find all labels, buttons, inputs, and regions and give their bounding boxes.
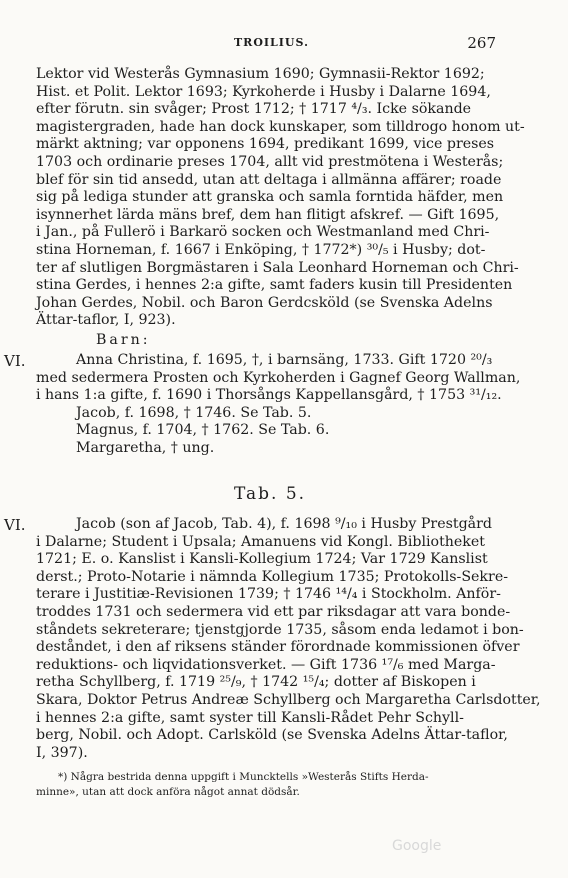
text-line: blef för sin tid ansedd, utan att deltaga i allmänna affärer; roade	[36, 171, 502, 188]
text-line: sig på lediga stunder att granska och samla forntida häfder, men	[36, 189, 504, 206]
generation-numeral: VI.	[4, 516, 26, 534]
biography-paragraph	[36, 66, 525, 330]
text-line: terare i Justitiæ-Revisionen 1739; † 1746 ¹⁴/₄ i Stockholm. Anför-	[36, 586, 501, 603]
text-line: retha Schyllberg, f. 1719 ²⁵/₉, † 1742 ¹⁵/₄; dotter af Biskopen i	[36, 674, 476, 691]
text-line: Ättar-taflor, I, 923).	[36, 312, 176, 329]
text-line: stina Horneman, f. 1667 i Enköping, † 1772*) ³⁰/₅ i Husby; dot-	[36, 241, 486, 258]
text-line: magistergraden, hade han dock kunskaper, som tilldrogo honom ut-	[36, 118, 525, 135]
text-line: derst.; Proto-Notarie i nämnda Kollegium 1735; Protokolls-Sekre-	[36, 568, 509, 585]
footnote-line: *) Några bestrida denna uppgift i Muncktells »Westerås Stifts Herda-	[58, 771, 429, 783]
text-line: med sedermera Prosten och Kyrkoherden i Gagnef Georg Wallman,	[36, 369, 521, 386]
text-line: 1721; E. o. Kanslist i Kansli-Kollegium 1724; Var 1729 Kanslist	[36, 551, 488, 568]
text-line: stina Gerdes, i hennes 2:a gifte, samt faders kusin till Presidenten	[36, 277, 513, 294]
text-line: isynnerhet lärda mäns bref, dem han flitigt afskref. — Gift 1695,	[36, 206, 500, 223]
digitization-watermark: Google	[392, 838, 442, 854]
children-heading: Barn:	[96, 332, 151, 348]
page-number: 267	[467, 34, 496, 52]
text-line: i Dalarne; Student i Upsala; Amanuens vid Kongl. Bibliotheket	[36, 533, 486, 550]
text-line: Skara, Doktor Petrus Andreæ Schyllberg och Margaretha Carlsdotter,	[36, 691, 541, 708]
child-entry: Margaretha, † ung.	[76, 439, 215, 456]
text-line: troddes 1731 och sedermera vid ett par riksdagar att vara bonde-	[36, 603, 511, 620]
text-line: ter af slutligen Borgmästaren i Sala Leonhard Horneman och Chri-	[36, 259, 519, 276]
text-line: deståndet, i den af riksens ständer förordnade kommissionen öfver	[36, 639, 520, 656]
text-line: Jacob (son af Jacob, Tab. 4), f. 1698 ⁹/₁₀ i Husby Prestgård	[76, 516, 492, 532]
child-entry: Anna Christina, f. 1695, †, i barnsäng, 1733. Gift 1720 ²⁰/₃	[76, 352, 493, 368]
text-line: i Jan., på Fullerö i Barkarö socken och Westmanland med Chri-	[36, 224, 490, 241]
generation-numeral: VI.	[4, 352, 26, 370]
text-line: reduktions- och liqvidationsverket. — Gift 1736 ¹⁷/₆ med Marga-	[36, 656, 496, 673]
text-line: berg, Nobil. och Adopt. Carlsköld (se Svenska Adelns Ättar-taflor,	[36, 727, 508, 744]
jacob-biography	[36, 516, 541, 762]
child-entry: Jacob, f. 1698, † 1746. Se Tab. 5.	[76, 404, 312, 421]
children-list	[36, 352, 521, 458]
child-entry: Magnus, f. 1704, † 1762. Se Tab. 6.	[76, 422, 330, 439]
text-line: i hans 1:a gifte, f. 1690 i Thorsångs Kappellansgård, † 1753 ³¹/₁₂.	[36, 387, 502, 404]
footnote	[36, 770, 498, 800]
footnote-line: minne», utan att dock anföra något annat dödsår.	[36, 786, 300, 798]
table-heading: Tab. 5.	[234, 484, 307, 504]
text-line: Lektor vid Westerås Gymnasium 1690; Gymnasii-Rektor 1692;	[36, 66, 485, 82]
page-header	[0, 34, 568, 52]
text-line: I, 397).	[36, 744, 88, 761]
text-line: efter förutn. sin svåger; Prost 1712; † 1717 ⁴/₃. Icke sökande	[36, 101, 472, 118]
text-line: Hist. et Polit. Lektor 1693; Kyrkoherde i Husby i Dalarne 1694,	[36, 83, 491, 100]
text-line: ståndets sekreterare; tjenstgjorde 1735, såsom enda ledamot i bon-	[36, 621, 524, 638]
text-line: Johan Gerdes, Nobil. och Baron Gerdcsköld (se Svenska Adelns	[36, 294, 493, 311]
running-head: TROILIUS.	[234, 36, 309, 49]
text-line: 1703 och ordinarie preses 1704, allt vid prestmötena i Westerås;	[36, 153, 504, 170]
text-line: märkt aktning; var opponens 1694, predikant 1699, vice preses	[36, 136, 495, 153]
text-line: i hennes 2:a gifte, samt syster till Kansli-Rådet Pehr Schyll-	[36, 709, 464, 726]
